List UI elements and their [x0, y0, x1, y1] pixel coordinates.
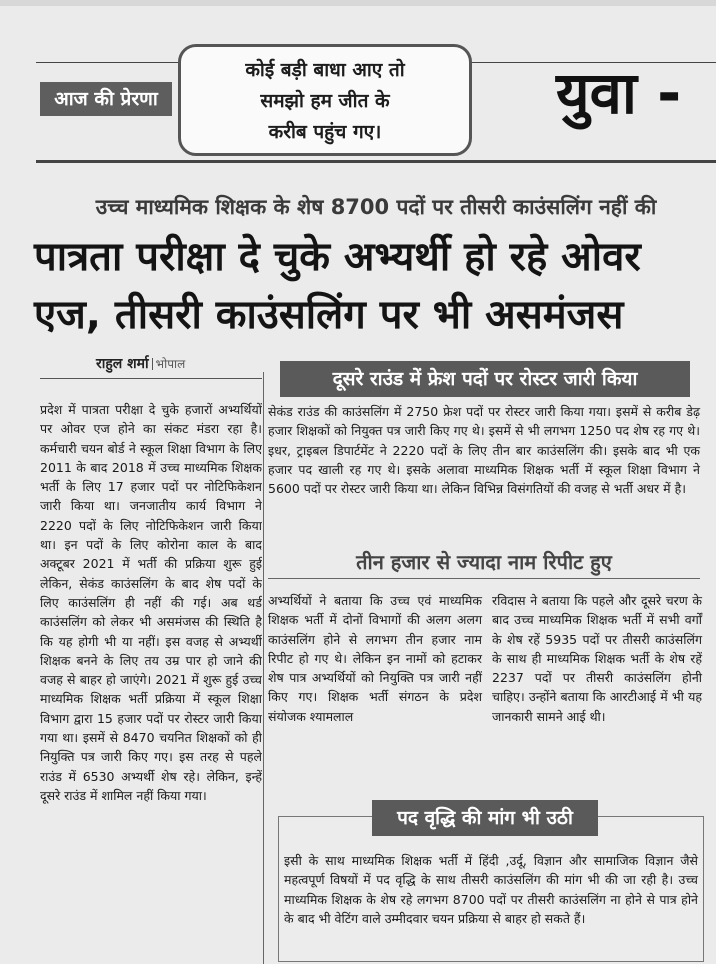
byline-separator	[152, 358, 153, 370]
header-bottom-rule	[36, 160, 716, 163]
column-divider	[263, 372, 264, 964]
column-rule	[40, 378, 262, 379]
byline-author: राहुल शर्मा	[96, 356, 149, 372]
quote-line-3: करीब पहुंच गए।	[268, 121, 382, 143]
section-2-right-text: रविदास ने बताया कि पहले और दूसरे चरण के बाद उच्च माध्यमिक शिक्षक भर्ती में सभी वर्गों के शेष रहें 5935 पदों पर तीसरी काउंसलिंग के साथ ही माध्यमिक शिक्षक भर्ती के शेष रहें 2237 पदों पर तीसरी काउंसलिंग होनी चाहिए। उन्होंने बताया कि आरटीआई में भी यह जानकारी सामने आई थी।	[492, 593, 702, 724]
section-2-rule	[268, 578, 700, 579]
section-1-heading: दूसरे राउंड में फ्रेश पदों पर रोस्टर जारी किया	[280, 361, 690, 397]
quote-box	[178, 44, 472, 156]
top-band	[0, 0, 716, 6]
column-1-text: प्रदेश में पात्रता परीक्षा दे चुके हजारों अभ्यर्थियों पर ओवर एज होने का संकट मंडरा रहा है। कर्मचारी चयन बोर्ड ने स्कूल शिक्षा विभाग के लिए 2011 के बाद 2018 में उच्च माध्यमिक शिक्षक भर्ती के लिए 17 हजार पदों पर नोटिफिकेशन जारी किया था। जनजातीय कार्य विभाग ने 2220 पदों के लिए नोटिफिकेशन जारी किया था। इन पदों के लिए कोरोना काल के बाद अक्टूबर 2021 में भर्ती की प्रक्रिया शुरू हुई लेकिन, सेकंड काउंसलिंग के बाद शेष पदों के लिए काउंसलिंग ही नहीं की गई। अब थर्ड काउंसलिंग को लेकर भी असमंजस की स्थिति है कि यह होगी भी या नहीं। इस वजह से अभ्यर्थी शिक्षक बनने के लिए तय उम्र पार हो जाने की वजह से बाहर हो जाएंगे। 2021 में शुरू हुई उच्च माध्यमिक शिक्षक भर्ती प्रक्रिया में स्कूल शिक्षा विभाग द्वारा 15 हजार पदों पर रोस्टर जारी किया गया था। इसमें से 8470 चयनित शिक्षकों को ही नियुक्ति पत्र जारी किए गए। इस तरह से पहले राउंड में 6530 अभ्यर्थी शेष रहे। लेकिन, इन्हें दूसरे राउंड में शामिल नहीं किया गया।	[40, 402, 262, 803]
article-headline	[34, 228, 714, 344]
section-3-text: इसी के साथ माध्यमिक शिक्षक भर्ती में हिंदी ,उर्दू, विज्ञान और सामाजिक विज्ञान जैसे महत्वपूर्ण विषयों में पद वृद्धि के साथ तीसरी काउंसलिंग की मांग भी की जा रही है। उच्च माध्यमिक शिक्षक के शेष रहे लगभग 8700 पदों पर तीसरी काउंसलिंग ना होने से पात्र होने के बाद भी वेटिंग वाले उम्मीदवार चयन प्रक्रिया से बाहर हो सकते हैं।	[284, 853, 698, 926]
section-2-heading: तीन हजार से ज्यादा नाम रिपीट हुए	[356, 550, 612, 574]
page-brand: युवा -	[556, 59, 682, 127]
byline-place: भोपाल	[155, 357, 186, 371]
headline-line-2: एज, तीसरी काउंसलिंग पर भी असमंजस	[34, 292, 624, 338]
section-2-left-text: अभ्यर्थियों ने बताया कि उच्च एवं माध्यमिक शिक्षक भर्ती में दोनों विभागों की अलग अलग काउंसलिंग होने से लगभग तीन हजार नाम रिपीट हो गए थे। लेकिन इन नामों को हटाकर शेष पात्र अभ्यर्थियों को नियुक्ति पत्र जारी नहीं किए गए। शिक्षक भर्ती संगठन के प्रदेश संयोजक श्यामलाल	[268, 593, 482, 724]
article-kicker: उच्च माध्यमिक शिक्षक के शेष 8700 पदों पर तीसरी काउंसलिंग नहीं की	[95, 195, 657, 219]
quote-line-2: समझो हम जीत के	[260, 90, 390, 112]
section-3-heading: पद वृद्धि की मांग भी उठी	[372, 800, 598, 836]
byline	[96, 354, 185, 373]
quote-tag: आज की प्रेरणा	[40, 82, 172, 116]
section-1-text: सेकंड राउंड की काउंसलिंग में 2750 फ्रेश पदों पर रोस्टर जारी किया गया। इसमें से करीब डेढ़ हजार शिक्षकों को नियुक्त पत्र जारी किए गए थे। इसमें से भी लगभग 1250 पद शेष रह गए थे। इधर, ट्राइबल डिपार्टमेंट ने 2220 पदों के लिए तीन बार काउंसलिंग की। इसके बाद भी एक हजार पद खाली रह गए थे। इसके अलावा माध्यमिक शिक्षक भर्ती में स्कूल शिक्षा विभाग ने 5600 पदों पर रोस्टर जारी किया था। लेकिन विभिन्न विसंगतियों की वजह से भर्ती अधर में है।	[268, 404, 700, 497]
headline-line-1: पात्रता परीक्षा दे चुके अभ्यर्थी हो रहे ओवर	[34, 234, 641, 280]
quote-line-1: कोई बड़ी बाधा आए तो	[245, 59, 405, 81]
